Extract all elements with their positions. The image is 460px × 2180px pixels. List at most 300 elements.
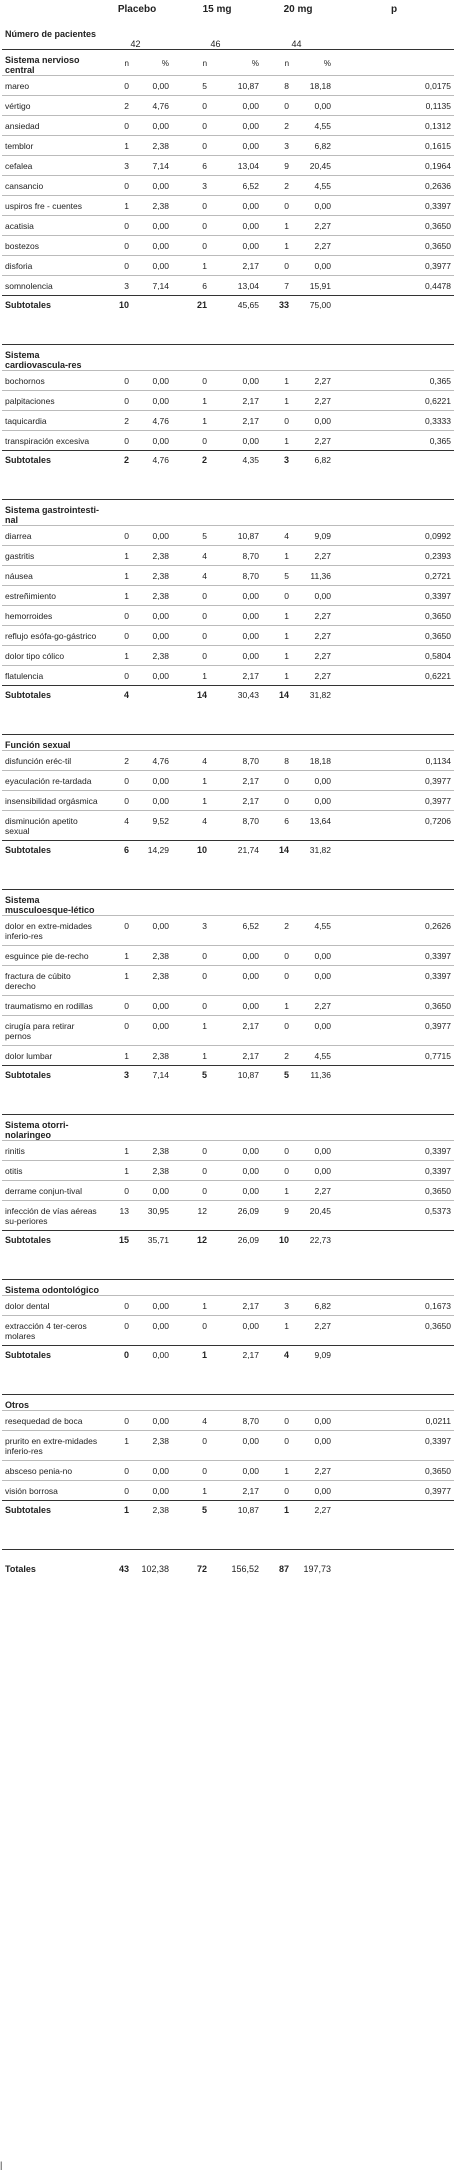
table-row bbox=[2, 256, 454, 276]
subtotal-p-value bbox=[334, 1501, 454, 1522]
group-title: Sistema otorri-nolaringeo bbox=[2, 1115, 102, 1141]
subtotal-row bbox=[2, 1066, 454, 1087]
cell-mg15-n: 3 bbox=[172, 916, 210, 946]
group-title: Sistema cardiovascula-res bbox=[2, 345, 102, 371]
subtotal-mg20-pct: 31,82 bbox=[292, 686, 334, 707]
cell-mg20-n: 7 bbox=[262, 276, 292, 296]
subtotal-placebo-pct: 4,76 bbox=[132, 451, 172, 472]
cell-placebo-n: 0 bbox=[102, 256, 132, 276]
cell-p-value: 0,3397 bbox=[334, 946, 454, 966]
cell-mg15-pct: 0,00 bbox=[210, 236, 262, 256]
cell-mg20-n: 0 bbox=[262, 411, 292, 431]
subheader-pct bbox=[292, 500, 334, 526]
table-row bbox=[2, 586, 454, 606]
cell-label: cirugía para retirar pernos bbox=[2, 1016, 102, 1046]
cell-p-value: 0,7206 bbox=[334, 811, 454, 841]
subtotal-label: Subtotales bbox=[2, 296, 102, 317]
subtotal-mg20-pct: 22,73 bbox=[292, 1231, 334, 1252]
cell-placebo-pct: 0,00 bbox=[132, 256, 172, 276]
cell-placebo-pct: 0,00 bbox=[132, 176, 172, 196]
cell-placebo-pct: 2,38 bbox=[132, 946, 172, 966]
cell-p-value: 0,2393 bbox=[334, 546, 454, 566]
table-row bbox=[2, 1481, 454, 1501]
cell-mg20-pct: 13,64 bbox=[292, 811, 334, 841]
cell-placebo-n: 0 bbox=[102, 76, 132, 96]
cell-mg20-n: 1 bbox=[262, 606, 292, 626]
cell-placebo-pct: 0,00 bbox=[132, 236, 172, 256]
cell-mg20-n: 9 bbox=[262, 156, 292, 176]
cell-p-value: 0,3397 bbox=[334, 1161, 454, 1181]
cell-placebo-n: 3 bbox=[102, 276, 132, 296]
cell-mg15-pct: 0,00 bbox=[210, 586, 262, 606]
cell-label: ansiedad bbox=[2, 116, 102, 136]
subheader-pct: % bbox=[210, 50, 262, 76]
cell-mg15-n: 0 bbox=[172, 431, 210, 451]
subheader-n bbox=[262, 1115, 292, 1141]
cell-mg20-pct: 4,55 bbox=[292, 176, 334, 196]
group-spacer bbox=[2, 1521, 454, 1550]
cell-mg20-pct: 0,00 bbox=[292, 966, 334, 996]
table-row bbox=[2, 946, 454, 966]
subtotal-p-value bbox=[334, 841, 454, 862]
cell-mg20-n: 2 bbox=[262, 1046, 292, 1066]
cell-mg20-n: 0 bbox=[262, 96, 292, 116]
cell-mg15-n: 1 bbox=[172, 391, 210, 411]
cell-mg15-n: 0 bbox=[172, 646, 210, 666]
subtotal-p-value bbox=[334, 1346, 454, 1367]
cell-label: visión borrosa bbox=[2, 1481, 102, 1501]
cell-mg15-pct: 0,00 bbox=[210, 136, 262, 156]
cell-mg15-n: 1 bbox=[172, 256, 210, 276]
subtotal-mg20-n: 14 bbox=[262, 686, 292, 707]
group-header-row bbox=[2, 345, 454, 371]
subtotal-label: Subtotales bbox=[2, 1066, 102, 1087]
cell-mg15-n: 1 bbox=[172, 1046, 210, 1066]
cell-mg20-n: 0 bbox=[262, 1016, 292, 1046]
cell-p-value: 0,2636 bbox=[334, 176, 454, 196]
cell-placebo-n: 0 bbox=[102, 1296, 132, 1316]
subheader-p-blank bbox=[334, 1395, 454, 1411]
cell-mg20-n: 5 bbox=[262, 566, 292, 586]
subheader-pct bbox=[292, 1280, 334, 1296]
cell-mg20-pct: 0,00 bbox=[292, 196, 334, 216]
cell-label: vértigo bbox=[2, 96, 102, 116]
cell-placebo-pct: 2,38 bbox=[132, 1431, 172, 1461]
table-row bbox=[2, 176, 454, 196]
subheader-pct bbox=[210, 1280, 262, 1296]
cell-mg15-pct: 8,70 bbox=[210, 811, 262, 841]
group-spacer bbox=[2, 1086, 454, 1115]
cell-p-value: 0,365 bbox=[334, 371, 454, 391]
cell-label: otitis bbox=[2, 1161, 102, 1181]
cell-mg20-pct: 4,55 bbox=[292, 116, 334, 136]
table-row bbox=[2, 411, 454, 431]
subtotal-placebo-n: 10 bbox=[102, 296, 132, 317]
cell-mg15-pct: 0,00 bbox=[210, 646, 262, 666]
cell-placebo-pct: 2,38 bbox=[132, 1046, 172, 1066]
cell-mg15-pct: 8,70 bbox=[210, 546, 262, 566]
subheader-pct bbox=[210, 1395, 262, 1411]
cell-placebo-n: 0 bbox=[102, 626, 132, 646]
cell-mg15-n: 0 bbox=[172, 371, 210, 391]
cell-mg15-n: 5 bbox=[172, 76, 210, 96]
subheader-p-blank bbox=[334, 1115, 454, 1141]
cell-placebo-n: 0 bbox=[102, 391, 132, 411]
subheader-pct bbox=[210, 1115, 262, 1141]
cell-mg20-n: 3 bbox=[262, 1296, 292, 1316]
header-p: p bbox=[390, 4, 398, 15]
cell-mg20-n: 0 bbox=[262, 966, 292, 996]
subtotal-mg20-n: 4 bbox=[262, 1346, 292, 1367]
subtotal-placebo-pct: 2,38 bbox=[132, 1501, 172, 1522]
total-mg20-n: 87 bbox=[262, 1550, 292, 1589]
cell-placebo-n: 0 bbox=[102, 236, 132, 256]
subheader-pct bbox=[210, 500, 262, 526]
table-row bbox=[2, 1296, 454, 1316]
cell-placebo-pct: 0,00 bbox=[132, 1316, 172, 1346]
cell-p-value: 0,4478 bbox=[334, 276, 454, 296]
cell-mg15-pct: 0,00 bbox=[210, 966, 262, 996]
cell-mg20-pct: 0,00 bbox=[292, 1411, 334, 1431]
cell-mg15-pct: 0,00 bbox=[210, 1181, 262, 1201]
group-header-row bbox=[2, 735, 454, 751]
cell-p-value: 0,3977 bbox=[334, 1016, 454, 1046]
subheader-n bbox=[262, 1280, 292, 1296]
patients-20mg: 44 bbox=[291, 39, 302, 49]
cell-p-value: 0,1964 bbox=[334, 156, 454, 176]
cell-mg20-pct: 0,00 bbox=[292, 1481, 334, 1501]
cell-mg20-pct: 0,00 bbox=[292, 256, 334, 276]
cell-p-value: 0,3397 bbox=[334, 586, 454, 606]
cell-placebo-pct: 0,00 bbox=[132, 996, 172, 1016]
cell-placebo-pct: 0,00 bbox=[132, 791, 172, 811]
table-row bbox=[2, 156, 454, 176]
cell-mg15-n: 1 bbox=[172, 1016, 210, 1046]
cell-mg15-pct: 0,00 bbox=[210, 1161, 262, 1181]
subheader-pct bbox=[292, 345, 334, 371]
group-header-row bbox=[2, 1115, 454, 1141]
cell-mg15-pct: 2,17 bbox=[210, 666, 262, 686]
cell-placebo-n: 0 bbox=[102, 791, 132, 811]
cell-mg20-pct: 0,00 bbox=[292, 946, 334, 966]
cell-label: acatisia bbox=[2, 216, 102, 236]
cell-mg20-n: 2 bbox=[262, 116, 292, 136]
table-row bbox=[2, 646, 454, 666]
cell-mg20-n: 0 bbox=[262, 1141, 292, 1161]
cell-mg15-n: 0 bbox=[172, 966, 210, 996]
cell-p-value: 0,5373 bbox=[334, 1201, 454, 1231]
group-title: Sistema odontológico bbox=[2, 1280, 102, 1296]
cell-mg20-pct: 20,45 bbox=[292, 1201, 334, 1231]
table-row bbox=[2, 391, 454, 411]
cell-mg20-pct: 2,27 bbox=[292, 666, 334, 686]
cell-mg15-n: 4 bbox=[172, 546, 210, 566]
cell-mg20-n: 0 bbox=[262, 946, 292, 966]
cell-placebo-pct: 0,00 bbox=[132, 771, 172, 791]
cell-mg20-n: 1 bbox=[262, 1181, 292, 1201]
cell-placebo-pct: 2,38 bbox=[132, 1141, 172, 1161]
cell-placebo-n: 0 bbox=[102, 1481, 132, 1501]
subtotal-label: Subtotales bbox=[2, 1231, 102, 1252]
subheader-n bbox=[102, 735, 132, 751]
subtotal-p-value bbox=[334, 1066, 454, 1087]
cell-placebo-n: 1 bbox=[102, 1046, 132, 1066]
subtotal-p-value bbox=[334, 296, 454, 317]
cell-placebo-n: 1 bbox=[102, 1141, 132, 1161]
cell-label: fractura de cúbito derecho bbox=[2, 966, 102, 996]
total-placebo-n: 43 bbox=[102, 1550, 132, 1589]
subtotal-mg15-n: 14 bbox=[172, 686, 210, 707]
subtotal-mg20-pct: 11,36 bbox=[292, 1066, 334, 1087]
cell-label: transpiración excesiva bbox=[2, 431, 102, 451]
cell-label: cefalea bbox=[2, 156, 102, 176]
subtotal-label: Subtotales bbox=[2, 451, 102, 472]
cell-p-value: 0,0175 bbox=[334, 76, 454, 96]
cell-mg20-pct: 15,91 bbox=[292, 276, 334, 296]
cell-p-value: 0,3650 bbox=[334, 606, 454, 626]
subtotal-mg15-n: 12 bbox=[172, 1231, 210, 1252]
subtotal-row bbox=[2, 686, 454, 707]
cell-label: cansancio bbox=[2, 176, 102, 196]
cell-mg15-pct: 0,00 bbox=[210, 626, 262, 646]
cell-mg15-n: 3 bbox=[172, 176, 210, 196]
cell-mg15-pct: 0,00 bbox=[210, 1141, 262, 1161]
cell-mg15-pct: 2,17 bbox=[210, 791, 262, 811]
cell-mg20-pct: 4,55 bbox=[292, 916, 334, 946]
cell-mg20-pct: 0,00 bbox=[292, 1016, 334, 1046]
subheader-n bbox=[262, 500, 292, 526]
cell-label: dolor lumbar bbox=[2, 1046, 102, 1066]
cell-mg15-n: 0 bbox=[172, 1316, 210, 1346]
cell-placebo-n: 13 bbox=[102, 1201, 132, 1231]
cell-placebo-pct: 2,38 bbox=[132, 966, 172, 996]
cell-label: disforia bbox=[2, 256, 102, 276]
table-row bbox=[2, 276, 454, 296]
cell-mg15-n: 0 bbox=[172, 196, 210, 216]
cell-mg15-n: 0 bbox=[172, 996, 210, 1016]
cell-label: reflujo esófa-go-gástrico bbox=[2, 626, 102, 646]
cell-mg20-pct: 18,18 bbox=[292, 751, 334, 771]
cell-mg15-pct: 2,17 bbox=[210, 1481, 262, 1501]
cell-placebo-n: 0 bbox=[102, 1316, 132, 1346]
cell-label: esguince pie de-recho bbox=[2, 946, 102, 966]
cell-placebo-pct: 0,00 bbox=[132, 626, 172, 646]
cell-mg15-pct: 0,00 bbox=[210, 216, 262, 236]
cell-placebo-pct: 0,00 bbox=[132, 371, 172, 391]
cell-mg15-pct: 0,00 bbox=[210, 1461, 262, 1481]
patients-placebo: 42 bbox=[130, 39, 141, 49]
group-header-row bbox=[2, 50, 454, 76]
cell-mg20-n: 1 bbox=[262, 216, 292, 236]
cell-mg15-pct: 8,70 bbox=[210, 566, 262, 586]
cell-mg15-pct: 0,00 bbox=[210, 606, 262, 626]
cell-mg20-n: 8 bbox=[262, 751, 292, 771]
cell-mg15-pct: 8,70 bbox=[210, 751, 262, 771]
cell-placebo-n: 4 bbox=[102, 811, 132, 841]
subtotal-placebo-pct bbox=[132, 686, 172, 707]
cell-label: derrame conjun-tival bbox=[2, 1181, 102, 1201]
table-row bbox=[2, 666, 454, 686]
cell-placebo-pct: 2,38 bbox=[132, 646, 172, 666]
cell-placebo-n: 0 bbox=[102, 526, 132, 546]
group-header-row bbox=[2, 500, 454, 526]
cell-label: flatulencia bbox=[2, 666, 102, 686]
adverse-events-table bbox=[2, 0, 454, 1588]
subtotal-mg15-pct: 21,74 bbox=[210, 841, 262, 862]
cell-label: bochornos bbox=[2, 371, 102, 391]
cell-mg20-pct: 0,00 bbox=[292, 96, 334, 116]
cell-mg20-pct: 0,00 bbox=[292, 1431, 334, 1461]
total-placebo-pct: 102,38 bbox=[132, 1550, 172, 1589]
cell-mg20-pct: 20,45 bbox=[292, 156, 334, 176]
cell-mg20-pct: 0,00 bbox=[292, 771, 334, 791]
cell-p-value: 0,3977 bbox=[334, 791, 454, 811]
cell-placebo-pct: 0,00 bbox=[132, 76, 172, 96]
cell-placebo-n: 0 bbox=[102, 1411, 132, 1431]
table-row bbox=[2, 526, 454, 546]
cell-placebo-n: 1 bbox=[102, 646, 132, 666]
subheader-p-blank bbox=[334, 50, 454, 76]
cell-placebo-n: 0 bbox=[102, 771, 132, 791]
cell-mg15-n: 4 bbox=[172, 811, 210, 841]
table-row bbox=[2, 566, 454, 586]
group-spacer bbox=[2, 1366, 454, 1395]
cell-placebo-n: 1 bbox=[102, 946, 132, 966]
patients-row bbox=[2, 15, 454, 50]
subtotal-row bbox=[2, 841, 454, 862]
subtotal-mg15-n: 5 bbox=[172, 1066, 210, 1087]
cell-mg15-pct: 2,17 bbox=[210, 391, 262, 411]
cell-placebo-pct: 2,38 bbox=[132, 546, 172, 566]
cell-mg20-pct: 2,27 bbox=[292, 391, 334, 411]
cell-mg15-n: 1 bbox=[172, 771, 210, 791]
table-row bbox=[2, 771, 454, 791]
subtotal-mg20-pct: 75,00 bbox=[292, 296, 334, 317]
subheader-pct bbox=[132, 1280, 172, 1296]
table-row bbox=[2, 1046, 454, 1066]
total-mg15-pct: 156,52 bbox=[210, 1550, 262, 1589]
subheader-n bbox=[262, 890, 292, 916]
subheader-n bbox=[102, 345, 132, 371]
subtotal-p-value bbox=[334, 1231, 454, 1252]
table-row bbox=[2, 76, 454, 96]
cell-mg20-pct: 2,27 bbox=[292, 1316, 334, 1346]
cell-mg15-n: 1 bbox=[172, 666, 210, 686]
cell-placebo-pct: 0,00 bbox=[132, 526, 172, 546]
cell-mg20-n: 2 bbox=[262, 176, 292, 196]
subheader-p-blank bbox=[334, 735, 454, 751]
subheader-n bbox=[172, 345, 210, 371]
cell-mg20-n: 9 bbox=[262, 1201, 292, 1231]
cell-mg15-n: 0 bbox=[172, 1461, 210, 1481]
cell-p-value: 0,3650 bbox=[334, 236, 454, 256]
cell-mg15-pct: 6,52 bbox=[210, 916, 262, 946]
cell-placebo-n: 0 bbox=[102, 606, 132, 626]
cell-mg20-n: 1 bbox=[262, 1461, 292, 1481]
table-row bbox=[2, 966, 454, 996]
subheader-pct bbox=[132, 1115, 172, 1141]
subtotal-mg20-n: 1 bbox=[262, 1501, 292, 1522]
cell-mg15-pct: 2,17 bbox=[210, 1296, 262, 1316]
cell-placebo-pct: 7,14 bbox=[132, 156, 172, 176]
cell-label: insensibilidad orgásmica bbox=[2, 791, 102, 811]
subheader-n bbox=[172, 500, 210, 526]
cell-placebo-n: 0 bbox=[102, 371, 132, 391]
group-spacer bbox=[2, 706, 454, 735]
group-title: Sistema musculoesque-lético bbox=[2, 890, 102, 916]
cell-label: eyaculación re-tardada bbox=[2, 771, 102, 791]
cell-mg15-pct: 0,00 bbox=[210, 431, 262, 451]
cell-placebo-n: 2 bbox=[102, 751, 132, 771]
subheader-pct bbox=[292, 735, 334, 751]
cell-mg15-n: 0 bbox=[172, 946, 210, 966]
table-row bbox=[2, 626, 454, 646]
cell-mg15-pct: 2,17 bbox=[210, 1016, 262, 1046]
cell-mg20-n: 0 bbox=[262, 1161, 292, 1181]
table-row bbox=[2, 1141, 454, 1161]
cell-mg20-pct: 0,00 bbox=[292, 586, 334, 606]
cell-label: infección de vías aéreas su-periores bbox=[2, 1201, 102, 1231]
table-row bbox=[2, 371, 454, 391]
cell-placebo-pct: 2,38 bbox=[132, 136, 172, 156]
cell-mg20-n: 0 bbox=[262, 1431, 292, 1461]
subtotal-mg15-pct: 10,87 bbox=[210, 1501, 262, 1522]
cell-mg15-pct: 6,52 bbox=[210, 176, 262, 196]
cell-mg15-n: 0 bbox=[172, 116, 210, 136]
total-p-value bbox=[334, 1550, 454, 1589]
table-row bbox=[2, 136, 454, 156]
subtotal-label: Subtotales bbox=[2, 686, 102, 707]
subheader-pct bbox=[210, 890, 262, 916]
cell-mg15-n: 0 bbox=[172, 216, 210, 236]
cell-p-value: 0,3333 bbox=[334, 411, 454, 431]
subheader-n bbox=[172, 1395, 210, 1411]
table-row bbox=[2, 996, 454, 1016]
cell-mg20-n: 1 bbox=[262, 996, 292, 1016]
cell-placebo-n: 1 bbox=[102, 196, 132, 216]
cell-mg20-pct: 2,27 bbox=[292, 1461, 334, 1481]
cell-p-value: 0,3397 bbox=[334, 966, 454, 996]
cell-placebo-pct: 0,00 bbox=[132, 1481, 172, 1501]
cell-mg20-pct: 4,55 bbox=[292, 1046, 334, 1066]
cell-mg15-pct: 0,00 bbox=[210, 996, 262, 1016]
cell-p-value: 0,3650 bbox=[334, 996, 454, 1016]
subheader-pct: % bbox=[132, 50, 172, 76]
cell-mg20-pct: 2,27 bbox=[292, 626, 334, 646]
subheader-pct bbox=[132, 1395, 172, 1411]
table-row bbox=[2, 216, 454, 236]
cell-mg15-n: 1 bbox=[172, 1481, 210, 1501]
cell-p-value: 0,3397 bbox=[334, 1141, 454, 1161]
subheader-pct bbox=[132, 890, 172, 916]
total-mg20-pct: 197,73 bbox=[292, 1550, 334, 1589]
subheader-p-blank bbox=[334, 1280, 454, 1296]
subheader-n: n bbox=[172, 50, 210, 76]
cell-placebo-pct: 2,38 bbox=[132, 586, 172, 606]
cell-p-value: 0,3650 bbox=[334, 1316, 454, 1346]
group-header-row bbox=[2, 1280, 454, 1296]
subheader-pct bbox=[292, 1395, 334, 1411]
cell-p-value: 0,7715 bbox=[334, 1046, 454, 1066]
subheader-n bbox=[102, 1280, 132, 1296]
subtotal-mg15-n: 10 bbox=[172, 841, 210, 862]
cell-mg15-n: 1 bbox=[172, 1296, 210, 1316]
cell-mg20-pct: 6,82 bbox=[292, 1296, 334, 1316]
table-row bbox=[2, 1431, 454, 1461]
cell-mg20-n: 4 bbox=[262, 526, 292, 546]
table-row bbox=[2, 196, 454, 216]
cell-mg15-n: 4 bbox=[172, 1411, 210, 1431]
